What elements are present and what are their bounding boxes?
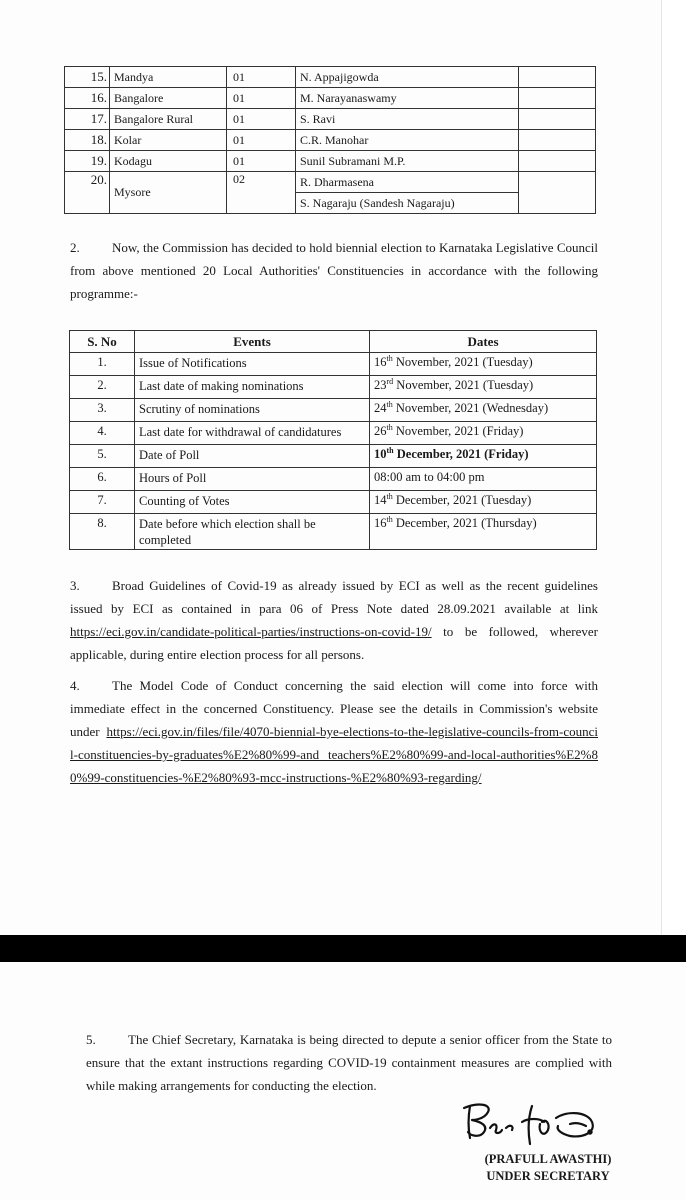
header-sno: S. No (70, 331, 135, 353)
seat-count: 01 (227, 88, 296, 109)
row-number: 19. (65, 151, 110, 172)
schedule-row (70, 376, 597, 399)
schedule-date (370, 399, 597, 422)
date-day: 23 (374, 378, 387, 392)
signatory-designation: UNDER SECRETARY (486, 1169, 610, 1183)
date-suffix: th (386, 445, 394, 455)
paragraph-4 (70, 674, 598, 789)
district-name: Kolar (110, 130, 227, 151)
schedule-row (70, 399, 597, 422)
member-name: R. Dharmasena (296, 172, 519, 193)
district-name: Bangalore Rural (110, 109, 227, 130)
date-rest: December, 2021 (Tuesday) (392, 493, 532, 507)
schedule-row (70, 353, 597, 376)
blank-cell (519, 109, 596, 130)
schedule-sno: 8. (70, 514, 135, 550)
blank-cell (519, 88, 596, 109)
header-dates: Dates (370, 331, 597, 353)
seat-count: 01 (227, 67, 296, 88)
blank-cell (519, 151, 596, 172)
row-number: 17. (65, 109, 110, 130)
date-rest: December, 2021 (Friday) (393, 447, 529, 461)
paragraph-number: 3. (70, 578, 80, 593)
date-rest: November, 2021 (Tuesday) (393, 378, 534, 392)
constituency-row (65, 88, 596, 109)
schedule-event: Last date of making nominations (135, 376, 370, 399)
paragraph-5 (86, 1028, 612, 1097)
date-text: 08:00 am to 04:00 pm (374, 470, 485, 484)
schedule-event: Last date for withdrawal of candidatures (135, 422, 370, 445)
schedule-sno: 4. (70, 422, 135, 445)
schedule-event: Counting of Votes (135, 491, 370, 514)
schedule-sno: 5. (70, 445, 135, 468)
row-number: 16. (65, 88, 110, 109)
constituency-row (65, 130, 596, 151)
date-rest: November, 2021 (Tuesday) (392, 355, 533, 369)
blank-cell (519, 67, 596, 88)
constituency-row (65, 67, 596, 88)
paragraph-text: The Chief Secretary, Karnataka is being directed to depute a senior officer from the State to ensure that the extant instructions regarding COVID-19 containment measures are complied with while making arrangements for conducting the election. (86, 1032, 612, 1093)
schedule-event: Hours of Poll (135, 468, 370, 491)
paragraph-text: The Model Code of Conduct concerning the said election will come into force with immediate effect in the concerned Constituency. Please see the details in Commission's website under (70, 678, 598, 739)
date-day: 26 (374, 424, 387, 438)
schedule-event: Date of Poll (135, 445, 370, 468)
mcc-instructions-link[interactable]: https://eci.gov.in/files/file/4070-biennial-bye-elections-to-the-legislative-councils-from-council-constituencies-by-graduates%E2%80%99-and teachers%E2%80%99-and-local-authorities%E2%80%99-constituencies-%E2%80%93-mcc-instructions-%E2%80%93-regarding/ (70, 724, 598, 785)
paragraph-text: Now, the Commission has decided to hold biennial election to Karnataka Legislative Council from above mentioned 20 Local Authorities' Constituencies in accordance with the following programme:- (70, 240, 598, 301)
seat-count: 02 (227, 172, 296, 214)
schedule-sno: 3. (70, 399, 135, 422)
schedule-row (70, 445, 597, 468)
schedule-row (70, 468, 597, 491)
schedule-row (70, 514, 597, 550)
date-suffix: th (386, 353, 393, 363)
election-schedule-table (69, 330, 597, 550)
row-number: 20. (65, 172, 110, 214)
date-suffix: th (386, 422, 393, 432)
member-name: M. Narayanaswamy (296, 88, 519, 109)
document-page-2 (0, 962, 686, 1200)
schedule-row (70, 422, 597, 445)
date-suffix: th (386, 491, 393, 501)
district-name: Kodagu (110, 151, 227, 172)
constituency-row (65, 109, 596, 130)
schedule-event: Scrutiny of nominations (135, 399, 370, 422)
schedule-sno: 1. (70, 353, 135, 376)
row-number: 18. (65, 130, 110, 151)
schedule-date (370, 422, 597, 445)
date-day: 24 (374, 401, 387, 415)
date-rest: December, 2021 (Thursday) (392, 516, 537, 530)
paragraph-number: 2. (70, 240, 80, 255)
district-name: Mysore (110, 172, 227, 214)
schedule-event: Issue of Notifications (135, 353, 370, 376)
member-name: S. Nagaraju (Sandesh Nagaraju) (296, 193, 519, 214)
date-day: 14 (374, 493, 387, 507)
date-day: 16 (374, 355, 387, 369)
paragraph-2 (70, 236, 598, 305)
row-number: 15. (65, 67, 110, 88)
schedule-date (370, 514, 597, 550)
schedule-date (370, 468, 597, 491)
district-name: Mandya (110, 67, 227, 88)
date-rest: November, 2021 (Wednesday) (392, 401, 549, 415)
paragraph-number: 5. (86, 1032, 96, 1047)
constituency-row (65, 151, 596, 172)
member-name: N. Appajigowda (296, 67, 519, 88)
seat-count: 01 (227, 151, 296, 172)
covid-guidelines-link[interactable]: https://eci.gov.in/candidate-political-parties/instructions-on-covid-19/ (70, 624, 432, 639)
date-suffix: rd (386, 376, 394, 386)
blank-cell (519, 172, 596, 214)
date-day: 16 (374, 516, 387, 530)
signature-image (458, 1098, 608, 1150)
schedule-row (70, 491, 597, 514)
constituency-table (64, 66, 596, 214)
paragraph-text: Broad Guidelines of Covid-19 as already issued by ECI as well as the recent guidelines issued by ECI as contained in para 06 of Press Note dated 28.09.2021 available at link (70, 578, 598, 616)
blank-cell (519, 130, 596, 151)
schedule-event: Date before which election shall be completed (135, 514, 370, 550)
paragraph-text-end: to be followed, wherever applicable, during entire election process for all persons. (70, 624, 598, 662)
member-name: Sunil Subramani M.P. (296, 151, 519, 172)
schedule-date (370, 353, 597, 376)
date-suffix: th (386, 399, 393, 409)
paragraph-number: 4. (70, 678, 80, 693)
date-rest: November, 2021 (Friday) (392, 424, 524, 438)
seat-count: 01 (227, 130, 296, 151)
constituency-row (65, 172, 596, 193)
schedule-date (370, 445, 597, 468)
schedule-date (370, 376, 597, 399)
member-name: C.R. Manohar (296, 130, 519, 151)
schedule-date (370, 491, 597, 514)
schedule-sno: 2. (70, 376, 135, 399)
page-edge (661, 0, 686, 935)
member-name: S. Ravi (296, 109, 519, 130)
header-events: Events (135, 331, 370, 353)
schedule-sno: 6. (70, 468, 135, 491)
seat-count: 01 (227, 109, 296, 130)
schedule-sno: 7. (70, 491, 135, 514)
paragraph-3 (70, 574, 598, 666)
district-name: Bangalore (110, 88, 227, 109)
page-separator (0, 935, 686, 962)
signatory-name: (PRAFULL AWASTHI) (484, 1152, 612, 1166)
date-suffix: th (386, 514, 393, 524)
date-day: 10 (374, 447, 387, 461)
